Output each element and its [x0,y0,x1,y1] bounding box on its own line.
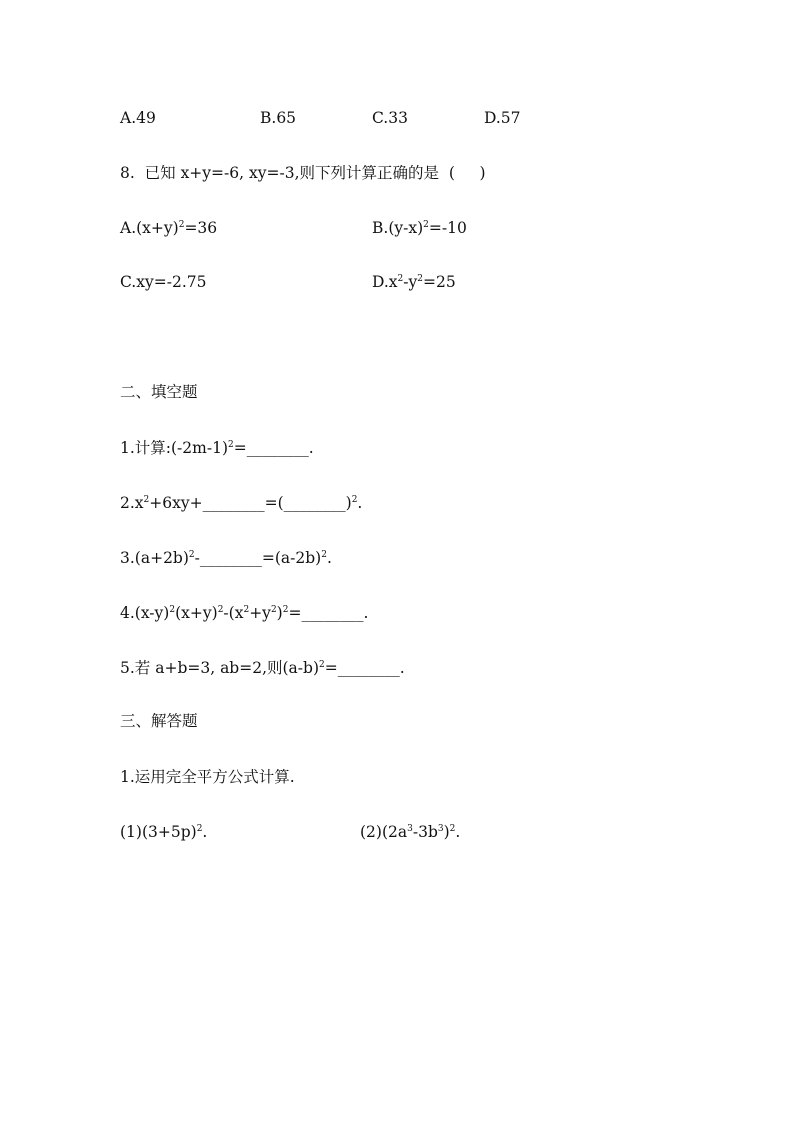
solve-item-1: 1.运用完全平方公式计算. [120,768,295,786]
fill-item-2: $2.x^2+6xy+\_\_\_\_\_\_\_\_=(\_\_\_\_\_\_\_\_)^2$. [120,494,363,512]
q7-option-b: B.65 [260,109,297,127]
fill-item-5: 5.若 a+b=3, ab=2,则$(a-b)^2=\_\_\_\_\_\_\_\_$. [120,659,405,677]
section3-heading: 三、解答题 [120,712,198,730]
section2-heading: 二、填空题 [120,383,198,401]
fill-item-3: $3.(a+2b)^2-\_\_\_\_\_\_\_\_=(a-2b)^2$. [120,549,332,567]
q8-option-c: C.xy=-2.75 [120,273,207,291]
q8-option-b: $B.(y-x)^2=-10$ [372,219,467,237]
q8-stem: 8. 已知 x+y=-6, xy=-3,则下列计算正确的是 ( ) [120,164,486,182]
solve-subitem-2: $(2)(2a^3-3b^3)^2$. [360,823,461,841]
q8-option-a: $A.(x+y)^2=36$ [120,219,218,237]
fill-item-1: 1.计算$:(-2m-1)^2=\_\_\_\_\_\_\_\_$. [120,439,314,457]
q7-option-c: C.33 [372,109,408,127]
fill-item-4: $4.(x-y)^2(x+y)^2-(x^2+y^2)^2=\_\_\_\_\_\_\_\_$. [120,604,369,622]
solve-subitem-1: $(1)(3+5p)^2$. [120,823,208,841]
q8-option-d: $D.x^2-y^2=25$ [372,273,456,291]
q7-option-a: A.49 [120,109,156,127]
q7-option-d: D.57 [484,109,521,127]
